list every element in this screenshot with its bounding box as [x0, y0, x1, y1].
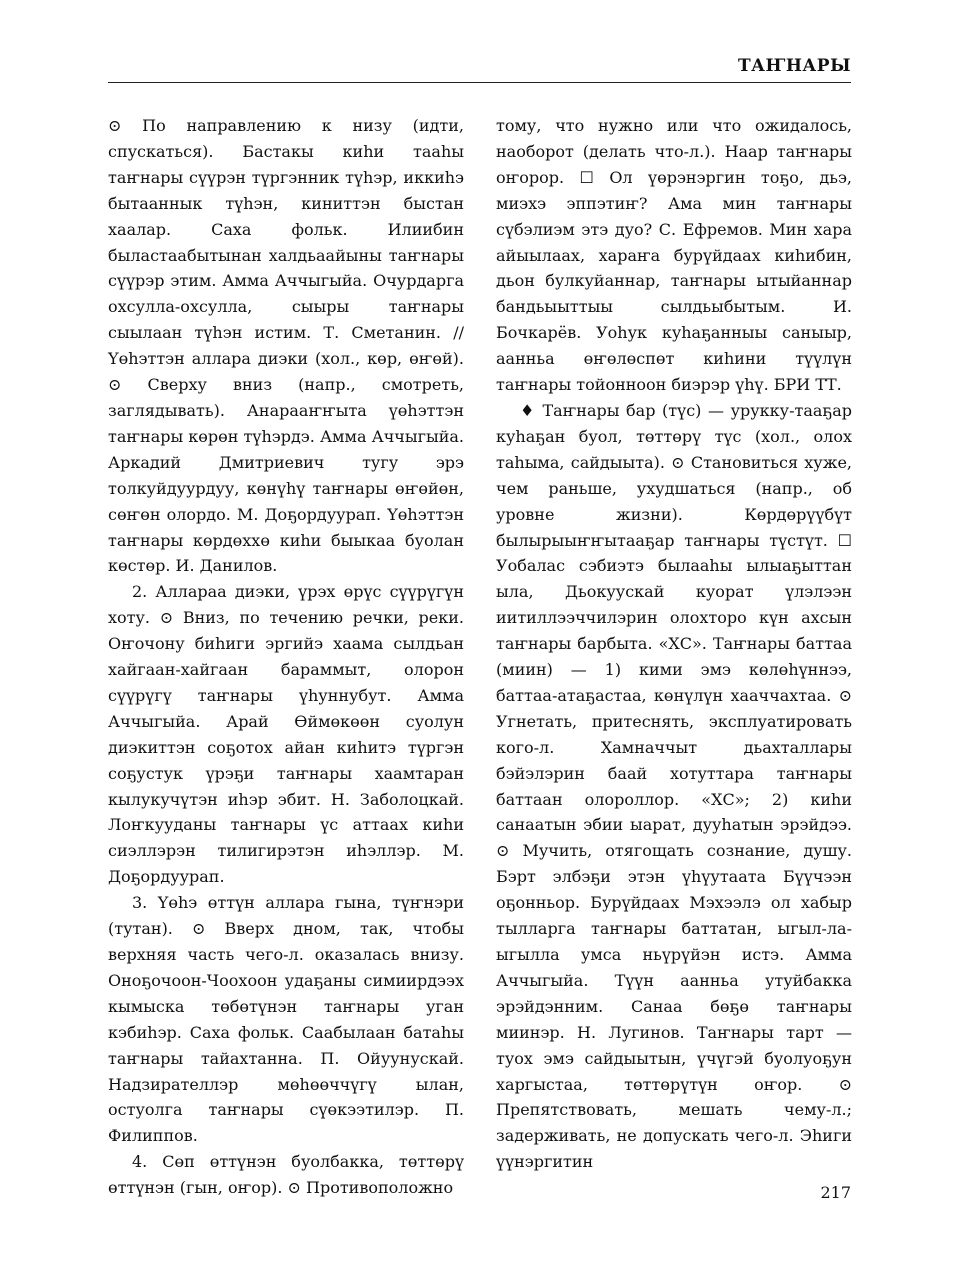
- entry-paragraph: ⊙ По направлению к низу (идти, спускаться). Бастакы киһи тааһы таҥнары сүүрэн түргэнник түһэр, иккиһэ бытааннык түһэн, киниттэн быстан хаалар. Саха фольк. Илиибин быластаабытынан халдьаайыны таҥнары сүүрэр этим. Амма Аччыгыйа. Очурдарга охсулла-охсулла, сыыры таҥнары сыылаан түһэн истим. Т. Сметанин. // Үөһэттэн аллара диэки (хол., көр, өҥөй). ⊙ Сверху вниз (напр., смотреть, заглядывать). Анарааҥҥыта үөһэттэн таҥнары көрөн түһэрдэ. Амма Аччыгыйа. Аркадий Дмитриевич тугу эрэ толкуйдуурдуу, көнүһү таҥнары өҥөйөн, сөҥөн олордо. М. Доҕордуурап. Үөһэттэн таҥнары көрдөххө киһи быыкаа буолан көстөр. И. Данилов.: [108, 116, 464, 576]
- running-header: [108, 52, 851, 83]
- page-number: 217: [820, 1183, 851, 1202]
- header-title: ТАҤНАРЫ: [738, 56, 851, 76]
- left-column: [108, 113, 464, 1201]
- entry-paragraph: 2. Аллараа диэки, үрэх өрүс сүүрүгүн хоту. ⊙ Вниз, по течению речки, реки. Оҥочону биһиги эргийэ хаама сылдьан хайгаан-хайгаан бараммыт, олорон сүүрүгү таҥнары үһуннубут. Амма Аччыгыйа. Арай Өймөкөөн суолун диэкиттэн соҕотох айан киһитэ түргэн соҕустук үрэҕи таҥнары хаамтаран кылукучүтэн иһэр эбит. Н. Заболоцкай. Лоҥкууданы таҥнары үс аттаах киһи сиэллэрэн тилигирэтэн иһэллэр. М. Доҕордуурап.: [108, 582, 464, 887]
- entry-paragraph: 3. Үөһэ өттүн аллара гына, түҥнэри (тутан). ⊙ Вверх дном, так, чтобы верхняя часть чего-л. оказалась внизу. Оноҕочоон-Чоохоон удаҕаны симиирдээх кымыска төбөтүнэн таҥнары уган кэбиһэр. Саха фольк. Саабылаан батаһы таҥнары тайахтанна. П. Ойуунускай. Надзирателлэр мөһөөччүгү ылан, остуолга таҥнары сүөкээтилэр. П. Филиппов.: [108, 893, 464, 1146]
- right-column: [496, 113, 852, 1175]
- entry-paragraph: ♦ Таҥнары бар (түс) — урукку-тааҕар куһаҕан буол, төттөрү түс (хол., олох таһыма, сайдыыта). ⊙ Становиться хуже, чем раньше, ухудшаться (напр., об уровне жизни). Көрдөрүүбүт былырыыҥҥытааҕар таҥнары түстүт. ☐ Уобалас сэбиэтэ былааһы ылыаҕыттан ыла, Дьокуускай куорат үлэлээн иитиллээччилэрин олохторо күн ахсын таҥнары барбыта. «ХС». Таҥнары баттаа (миин) — 1) кими эмэ көлөһүннээ, баттаа-атаҕастаа, көнүлүн хааччахтаа. ⊙ Угнетать, притеснять, эксплуатировать кого-л. Хамначчыт дьахталлары бэйэлэрин баай хотуттара таҥнары баттаан олороллор. «ХС»; 2) киһи санаатын эбии ыарат, дууһатын эрэйдээ. ⊙ Мучить, отягощать сознание, душу. Бэрт элбэҕи этэн үһүутаата Бүүчээн оҕонньор. Бурүйдаах Мэхээлэ ол хабыр тылларга таҥнары баттатан, ыгыл-ла-ыгылла умса ньүрүйэн истэ. Амма Аччыгыйа. Түүн аанньа утуйбакка эрэйдэнним. Санаа бөҕө таҥнары миинэр. Н. Лугинов. Таҥнары тарт — туох эмэ сайдыытын, үчүгэй буолуоҕун харгыстаа, төттөрүтүн оҥор. ⊙ Препятствовать, мешать чему-л.; задерживать, не допускать чего-л. Эһиги үүнэргитин: [496, 400, 852, 1172]
- entry-paragraph: тому, что нужно или что ожидалось, наоборот (делать что-л.). Наар таҥнары оҥорор. ☐ Ол үөрэнэргин тоҕо, дьэ, миэхэ эппэтиҥ? Ама мин таҥнары сүбэлиэм этэ дуо? С. Ефремов. Мин хара айыылаах, хараҥа бурүйдаах киһибин, дьон булкуйаннар, таҥнары ытыйаннар бандьыыттыы сылдьыбытым. И. Бочкарёв. Уоһук куһаҕанныы саныыр, аанньа өҥөлөспөт киһини түүлүн таҥнары тойонноон биэрэр үһү. БРИ ТТ.: [496, 116, 852, 395]
- entry-paragraph: 4. Сөп өттүнэн буолбакка, төттөрү өттүнэн (гын, оҥор). ⊙ Противоположно: [108, 1152, 464, 1198]
